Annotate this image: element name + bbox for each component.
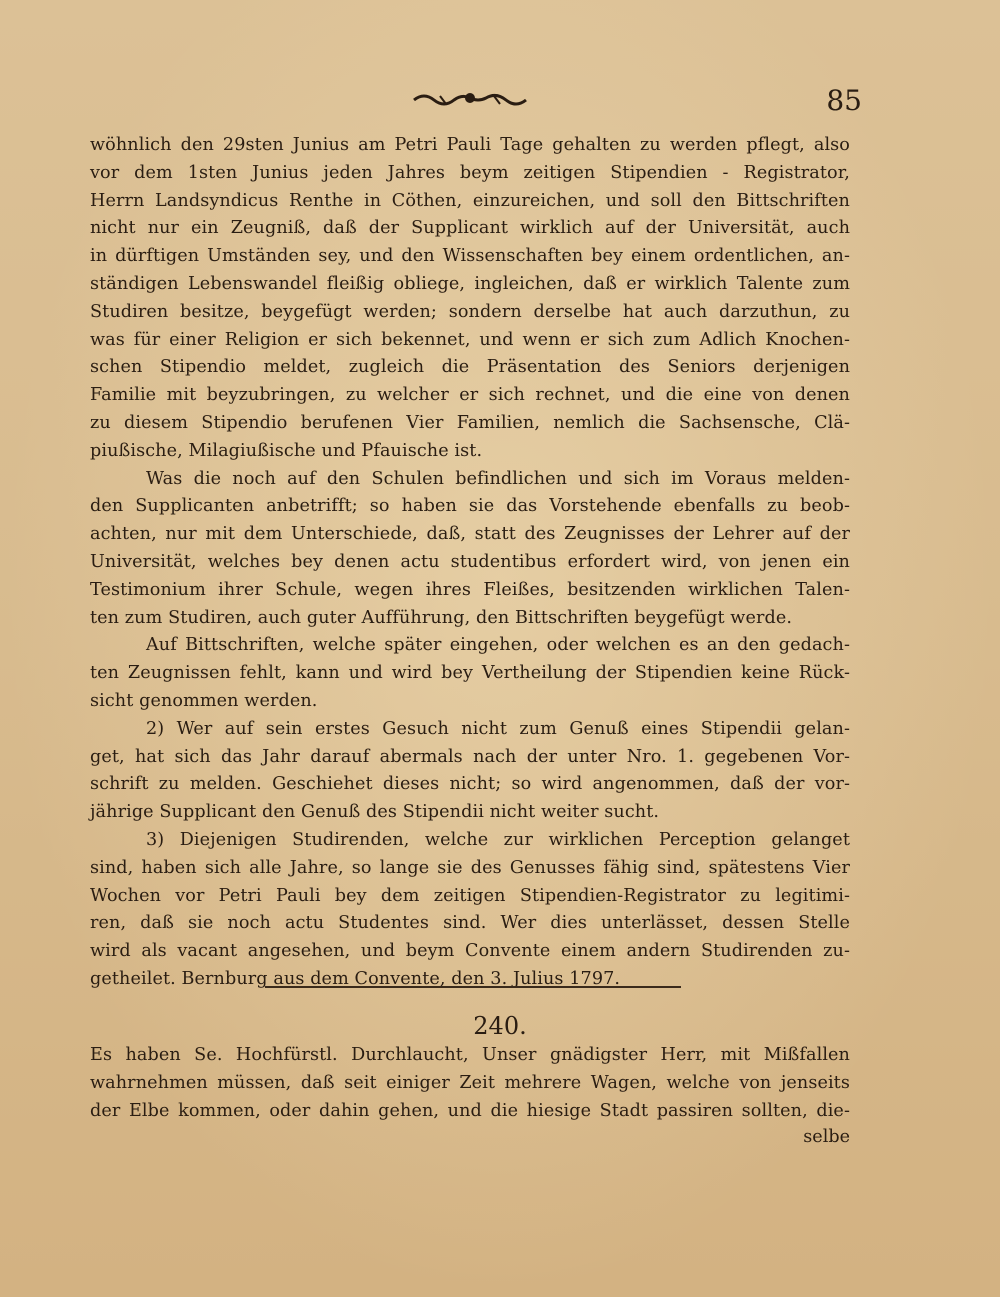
text-line: ten zum Studiren, auch guter Aufführung, den Bittschriften beygefügt werde.: [90, 607, 793, 628]
text-line: ten Zeugnissen fehlt, kann und wird bey Vertheilung der Stipendien keine Rück-: [90, 663, 850, 684]
text-line: schrift zu melden. Geschiehet dieses nicht; so wird angenommen, daß der vor-: [90, 774, 850, 795]
text-line: Universität, welches bey denen actu studentibus erfordert wird, von jenen ein: [90, 551, 850, 572]
text-line: 3) Diejenigen Studirenden, welche zur wirklichen Perception gelanget: [146, 829, 850, 850]
text-line: wird als vacant angesehen, und beym Convente einem andern Studirenden zu-: [90, 941, 850, 962]
text-line: schen Stipendio meldet, zugleich die Präsentation des Seniors derjenigen: [90, 357, 850, 378]
text-line: was für einer Religion er sich bekennet, und wenn er sich zum Adlich Knochen-: [90, 329, 850, 350]
text-line: achten, nur mit dem Unterschiede, daß, statt des Zeugnisses der Lehrer auf der: [90, 524, 850, 545]
text-line: ren, daß sie noch actu Studentes sind. Wer dies unterlässet, dessen Stelle: [90, 913, 850, 934]
section-number: 240.: [473, 1012, 527, 1040]
text-line: ständigen Lebenswandel fleißig obliege, ingleichen, daß er wirklich Talente zum: [90, 273, 850, 294]
text-line: getheilet. Bernburg aus dem Convente, den 3. Julius 1797.: [90, 968, 621, 989]
text-line: 2) Wer auf sein erstes Gesuch nicht zum Genuß eines Stipendii gelan-: [146, 718, 850, 739]
text-line: sicht genommen werden.: [90, 690, 318, 711]
text-line: sind, haben sich alle Jahre, so lange sie des Genusses fähig sind, spätestens Vier: [90, 857, 850, 878]
section-text: [90, 1042, 850, 1125]
catchword: selbe: [803, 1127, 850, 1147]
text-line: Was die noch auf den Schulen befindlichen und sich im Voraus melden-: [146, 468, 850, 489]
text-line: Herrn Landsyndicus Renthe in Cöthen, einzureichen, und soll den Bittschriften: [90, 190, 850, 211]
text-line: jährige Supplicant den Genuß des Stipendii nicht weiter sucht.: [90, 802, 660, 823]
text-line: Studiren besitze, beygefügt werden; sondern derselbe hat auch darzuthun, zu: [90, 301, 850, 322]
text-line: Wochen vor Petri Pauli bey dem zeitigen Stipendien-Registrator zu legitimi-: [90, 885, 850, 906]
text-line: zu diesem Stipendio berufenen Vier Familien, nemlich die Sachsensche, Clä-: [90, 412, 850, 433]
section-divider: [265, 986, 681, 988]
text-line: wöhnlich den 29sten Junius am Petri Pauli Tage gehalten zu werden pflegt, also: [90, 135, 850, 155]
text-line: vor dem 1sten Junius jeden Jahres beym zeitigen Stipendien - Registrator,: [90, 162, 850, 183]
text-line: get, hat sich das Jahr darauf abermals nach der unter Nro. 1. gegebenen Vor-: [90, 746, 850, 767]
text-line: den Supplicanten anbetrifft; so haben sie das Vorstehende ebenfalls zu beob-: [90, 496, 850, 517]
text-line: wahrnehmen müssen, daß seit einiger Zeit mehrere Wagen, welche von jenseits: [90, 1072, 850, 1093]
text-line: Es haben Se. Hochfürstl. Durchlaucht, Unser gnädigster Herr, mit Mißfallen: [90, 1045, 850, 1065]
text-line: der Elbe kommen, oder dahin gehen, und die hiesige Stadt passiren sollten, die-: [90, 1100, 850, 1121]
text-line: Testimonium ihrer Schule, wegen ihres Fleißes, besitzenden wirklichen Talen-: [90, 579, 850, 600]
page-number: 85: [826, 84, 862, 117]
printer-ornament-icon: [410, 86, 530, 110]
text-line: piußische, Milagiußische und Pfauische ist.: [90, 440, 483, 461]
text-line: nicht nur ein Zeugniß, daß der Supplicant wirklich auf der Universität, auch: [90, 218, 850, 239]
body-text: [90, 132, 850, 994]
text-line: Auf Bittschriften, welche später eingehen, oder welchen es an den gedach-: [146, 635, 850, 656]
text-line: Familie mit beyzubringen, zu welcher er sich rechnet, und die eine von denen: [90, 385, 850, 406]
text-line: in dürftigen Umständen sey, und den Wissenschaften bey einem ordentlichen, an-: [90, 246, 850, 267]
